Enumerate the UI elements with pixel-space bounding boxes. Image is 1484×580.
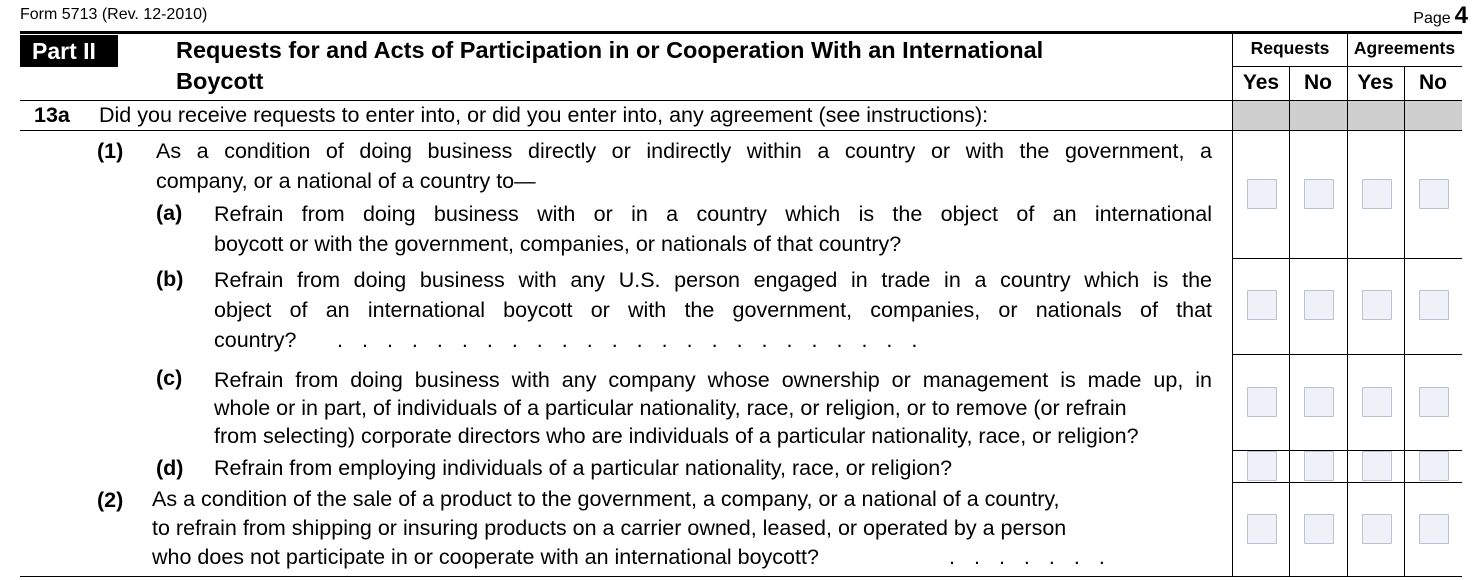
question-13a-number: 13a	[34, 103, 70, 127]
checkbox-2-agreements-no[interactable]	[1419, 514, 1449, 544]
col-line-left	[1232, 31, 1233, 577]
item-1a-line-1: Refrain from doing business with or in a country which is the object of an international	[214, 202, 1212, 226]
checkbox-1a-agreements-no[interactable]	[1419, 179, 1449, 209]
checkbox-1d-requests-yes[interactable]	[1247, 451, 1277, 481]
checkbox-1b-requests-no[interactable]	[1304, 290, 1334, 320]
item-1c-line-3: from selecting) corporate directors who are individuals of a particular nationality, race, or religion?	[214, 424, 1139, 448]
checkbox-1d-agreements-no[interactable]	[1419, 451, 1449, 481]
checkbox-1a-agreements-yes[interactable]	[1362, 179, 1392, 209]
item-1b-line-1: Refrain from doing business with any U.S. person engaged in trade in a country which is the	[214, 268, 1212, 292]
item-2-number: (2)	[97, 488, 124, 512]
checkbox-1c-requests-no[interactable]	[1304, 387, 1334, 417]
checkbox-2-agreements-yes[interactable]	[1362, 514, 1392, 544]
part-title	[176, 35, 1043, 97]
checkbox-2-requests-no[interactable]	[1304, 514, 1334, 544]
checkbox-1b-agreements-no[interactable]	[1419, 290, 1449, 320]
item-2-line-2: to refrain from shipping or insuring products on a carrier owned, leased, or operated by a person	[152, 516, 1067, 540]
item-2-line-1: As a condition of the sale of a product to the government, a company, or a national of a country,	[152, 487, 1060, 511]
checkbox-2-requests-yes[interactable]	[1247, 514, 1277, 544]
checkbox-1b-requests-yes[interactable]	[1247, 290, 1277, 320]
part-title-line-1: Requests for and Acts of Participation in or Cooperation With an International	[176, 37, 1044, 63]
item-1a-line-2: boycott or with the government, companies, or nationals of that country?	[214, 232, 902, 256]
item-1b-line-2: object of an international boycott or with the government, companies, or nationals of that	[214, 298, 1212, 322]
item-1c-line-1: Refrain from doing business with any company whose ownership or management is made up, in	[214, 368, 1212, 392]
form-revision: Form 5713 (Rev. 12-2010)	[20, 6, 208, 23]
part-title-line-2: Boycott	[176, 68, 264, 94]
checkbox-1c-agreements-yes[interactable]	[1362, 387, 1392, 417]
top-rule	[20, 31, 1462, 34]
page-number: 4	[1454, 2, 1468, 29]
requests-no-header: No	[1304, 71, 1332, 94]
checkbox-1a-requests-no[interactable]	[1304, 179, 1334, 209]
item-1d-label: (d)	[156, 456, 184, 480]
agreements-header: Agreements	[1353, 38, 1456, 58]
checkbox-1c-agreements-no[interactable]	[1419, 387, 1449, 417]
item-1c-line-2: whole or in part, of individuals of a particular nationality, race, or religion, or to remove (or refrain	[214, 396, 1127, 420]
agreements-yes-header: Yes	[1357, 71, 1394, 94]
row-rule-13a-bottom	[20, 130, 1462, 131]
item-1-number: (1)	[97, 139, 124, 163]
item-1d-line-1: Refrain from employing individuals of a particular nationality, race, or religion?	[214, 456, 953, 480]
checkbox-1d-requests-no[interactable]	[1304, 451, 1334, 481]
item-2-line-3: who does not participate in or cooperate with an international boycott?	[152, 545, 819, 569]
page-label: Page	[1413, 10, 1451, 27]
col-line-agr-mid	[1404, 66, 1405, 577]
item-1b-label: (b)	[156, 267, 184, 291]
requests-yes-header: Yes	[1242, 71, 1280, 94]
part-badge: Part II	[20, 35, 118, 67]
item-1-line-2: company, or a national of a country to—	[156, 169, 536, 193]
requests-header: Requests	[1250, 38, 1330, 58]
item-2-leader-dots: .......	[949, 545, 1124, 569]
col-line-req-mid	[1289, 66, 1290, 577]
item-1-line-1: As a condition of doing business directly or indirectly within a country or with the government, a	[156, 139, 1212, 163]
col-line-center	[1347, 31, 1348, 577]
bottom-rule	[20, 576, 1462, 577]
page-indicator	[1413, 4, 1468, 31]
checkbox-1d-agreements-yes[interactable]	[1362, 451, 1392, 481]
checkbox-1c-requests-yes[interactable]	[1247, 387, 1277, 417]
item-1b-leader-dots: ........................	[337, 328, 937, 352]
item-1a-label: (a)	[156, 201, 183, 225]
item-1b-line-3: country?	[214, 328, 297, 352]
item-1c-label: (c)	[156, 366, 183, 390]
agreements-no-header: No	[1419, 71, 1447, 94]
checkbox-1b-agreements-yes[interactable]	[1362, 290, 1392, 320]
question-13a-text: Did you receive requests to enter into, or did you enter into, any agreement (see instructions):	[99, 103, 989, 127]
checkbox-1a-requests-yes[interactable]	[1247, 179, 1277, 209]
